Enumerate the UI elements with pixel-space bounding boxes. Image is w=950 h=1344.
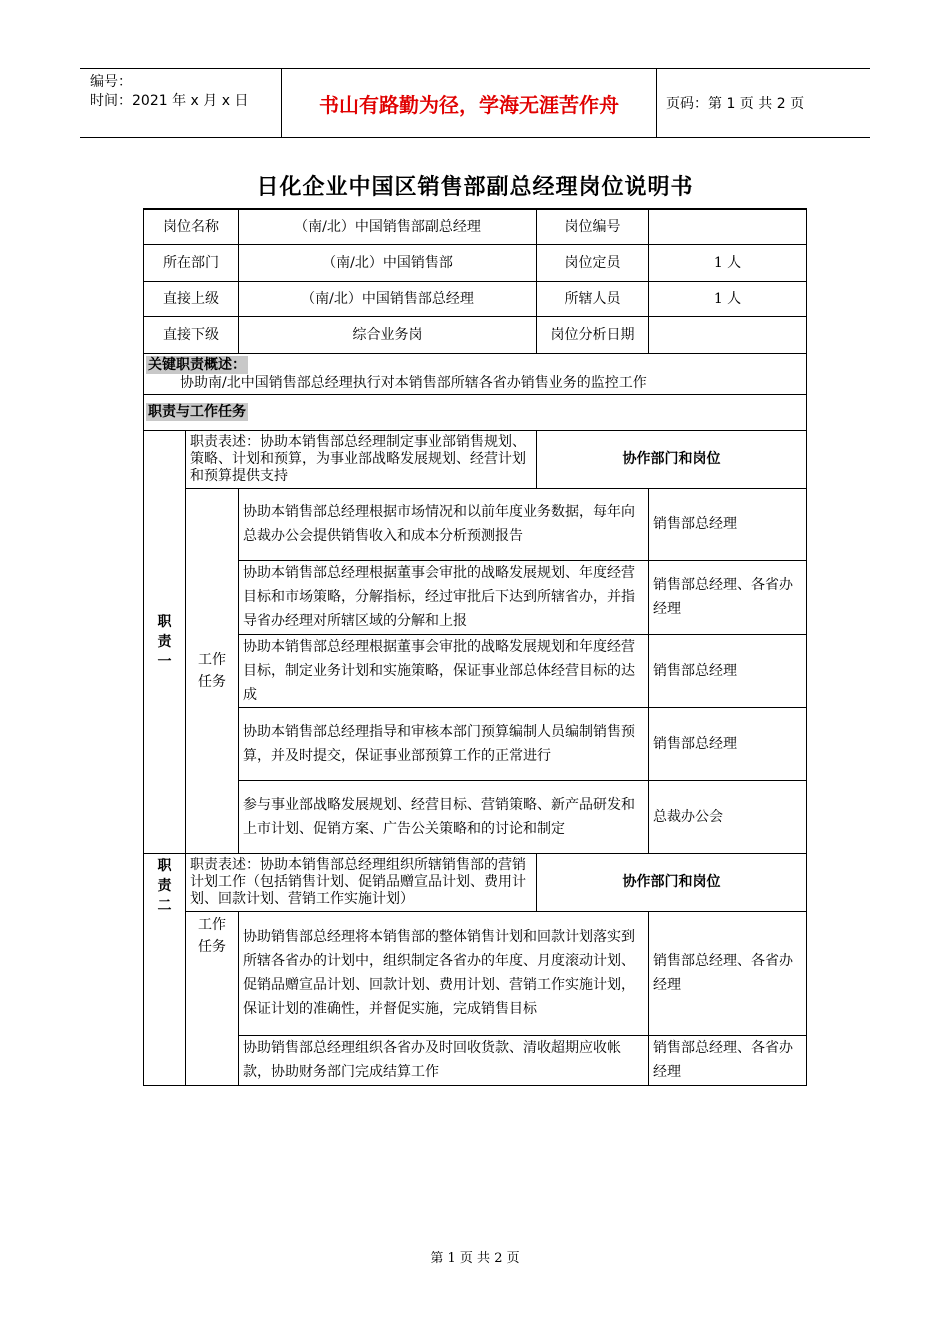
page-header bbox=[80, 68, 870, 138]
summary-text: 协助南/北中国销售部总经理执行对本销售部所辖各省办销售业务的监控工作 bbox=[180, 374, 647, 391]
value-post-name: （南/北）中国销售部副总经理 bbox=[239, 209, 537, 244]
value-analysis-date bbox=[649, 316, 807, 353]
duty1-task-5: 参与事业部战略发展规划、经营目标、营销策略、新产品研发和上市计划、促销方案、广告公关策略和的讨论和制定 bbox=[239, 780, 649, 853]
duty1-task-label: 工作任务 bbox=[186, 488, 239, 853]
value-post-code bbox=[649, 209, 807, 244]
duties-heading-cell bbox=[144, 394, 807, 430]
duty2-task-2: 协助销售部总经理组织各省办及时回收货款、清收超期应收帐款，协助财务部门完成结算工作 bbox=[239, 1035, 649, 1085]
label-post-code: 岗位编号 bbox=[537, 209, 649, 244]
duty1-task-1: 协助本销售部总经理根据市场情况和以前年度业务数据，每年向总裁办公会提供销售收入和成本分析预测报告 bbox=[239, 488, 649, 560]
duty2-task-label: 工作任务 bbox=[186, 911, 239, 1085]
label-direct-subordinate: 直接下级 bbox=[144, 316, 239, 353]
duty1-statement: 职责表述：协助本销售部总经理制定事业部销售规划、策略、计划和预算，为事业部战略发展规划、经营计划和预算提供支持 bbox=[186, 430, 537, 488]
document-title: 日化企业中国区销售部副总经理岗位说明书 bbox=[256, 175, 694, 200]
header-left bbox=[80, 69, 280, 137]
duties-heading: 职责与工作任务 bbox=[148, 404, 246, 420]
duty2-statement: 职责表述：协助本销售部总经理组织所辖销售部的营销计划工作（包括销售计划、促销品赠宣品计划、费用计划、回款计划、营销工作实施计划） bbox=[186, 853, 537, 911]
duty2-label: 职责二 bbox=[144, 853, 186, 1085]
label-superior: 直接上级 bbox=[144, 281, 239, 316]
duty1-task-5-coop: 总裁办公会 bbox=[649, 780, 807, 853]
duty1-task-3: 协助本销售部总经理根据董事会审批的战略发展规划和年度经营目标，制定业务计划和实施策略，保证事业部总体经营目标的达成 bbox=[239, 634, 649, 707]
duty1-task-1-coop: 销售部总经理 bbox=[649, 488, 807, 560]
value-superior: （南/北）中国销售部总经理 bbox=[239, 281, 537, 316]
duty1-label: 职责一 bbox=[144, 430, 186, 853]
duty1-task-2-coop: 销售部总经理、各省办经理 bbox=[649, 560, 807, 634]
value-subordinates-count: 1 人 bbox=[649, 281, 807, 316]
duty1-task-3-coop: 销售部总经理 bbox=[649, 634, 807, 707]
duty2-task-2-coop: 销售部总经理、各省办经理 bbox=[649, 1035, 807, 1085]
value-quota: 1 人 bbox=[649, 244, 807, 281]
label-analysis-date: 岗位分析日期 bbox=[537, 316, 649, 353]
job-description-table bbox=[143, 208, 807, 1086]
label-department: 所在部门 bbox=[144, 244, 239, 281]
duty1-task-4: 协助本销售部总经理指导和审核本部门预算编制人员编制销售预算，并及时提交，保证事业部预算工作的正常进行 bbox=[239, 707, 649, 780]
duty1-task-4-coop: 销售部总经理 bbox=[649, 707, 807, 780]
duty1-coop-header: 协作部门和岗位 bbox=[537, 430, 807, 488]
value-direct-subordinate: 综合业务岗 bbox=[239, 316, 537, 353]
summary-heading: 关键职责概述： bbox=[148, 356, 246, 373]
page-footer: 第 1 页 共 2 页 bbox=[430, 1251, 520, 1266]
label-post-name: 岗位名称 bbox=[144, 209, 239, 244]
doc-time-label: 时间：2021 年 x 月 x 日 bbox=[90, 93, 249, 109]
duty2-task-1-coop: 销售部总经理、各省办经理 bbox=[649, 911, 807, 1035]
header-motto: 书山有路勤为径，学海无涯苦作舟 bbox=[281, 69, 657, 137]
label-subordinates-count: 所辖人员 bbox=[537, 281, 649, 316]
header-page-info: 页码：第 1 页 共 2 页 bbox=[666, 96, 805, 112]
doc-code-label: 编号： bbox=[90, 74, 132, 90]
summary-cell bbox=[144, 353, 807, 394]
duty2-coop-header: 协作部门和岗位 bbox=[537, 853, 807, 911]
value-department: （南/北）中国销售部 bbox=[239, 244, 537, 281]
label-quota: 岗位定员 bbox=[537, 244, 649, 281]
duty1-task-2: 协助本销售部总经理根据董事会审批的战略发展规划、年度经营目标和市场策略，分解指标，经过审批后下达到所辖省办，并指导省办经理对所辖区域的分解和上报 bbox=[239, 560, 649, 634]
duty2-task-1: 协助销售部总经理将本销售部的整体销售计划和回款计划落实到所辖各省办的计划中，组织制定各省办的年度、月度滚动计划、促销品赠宣品计划、回款计划、费用计划、营销工作实施计划，保证计划的准确性，并督促实施，完成销售目标 bbox=[239, 911, 649, 1035]
